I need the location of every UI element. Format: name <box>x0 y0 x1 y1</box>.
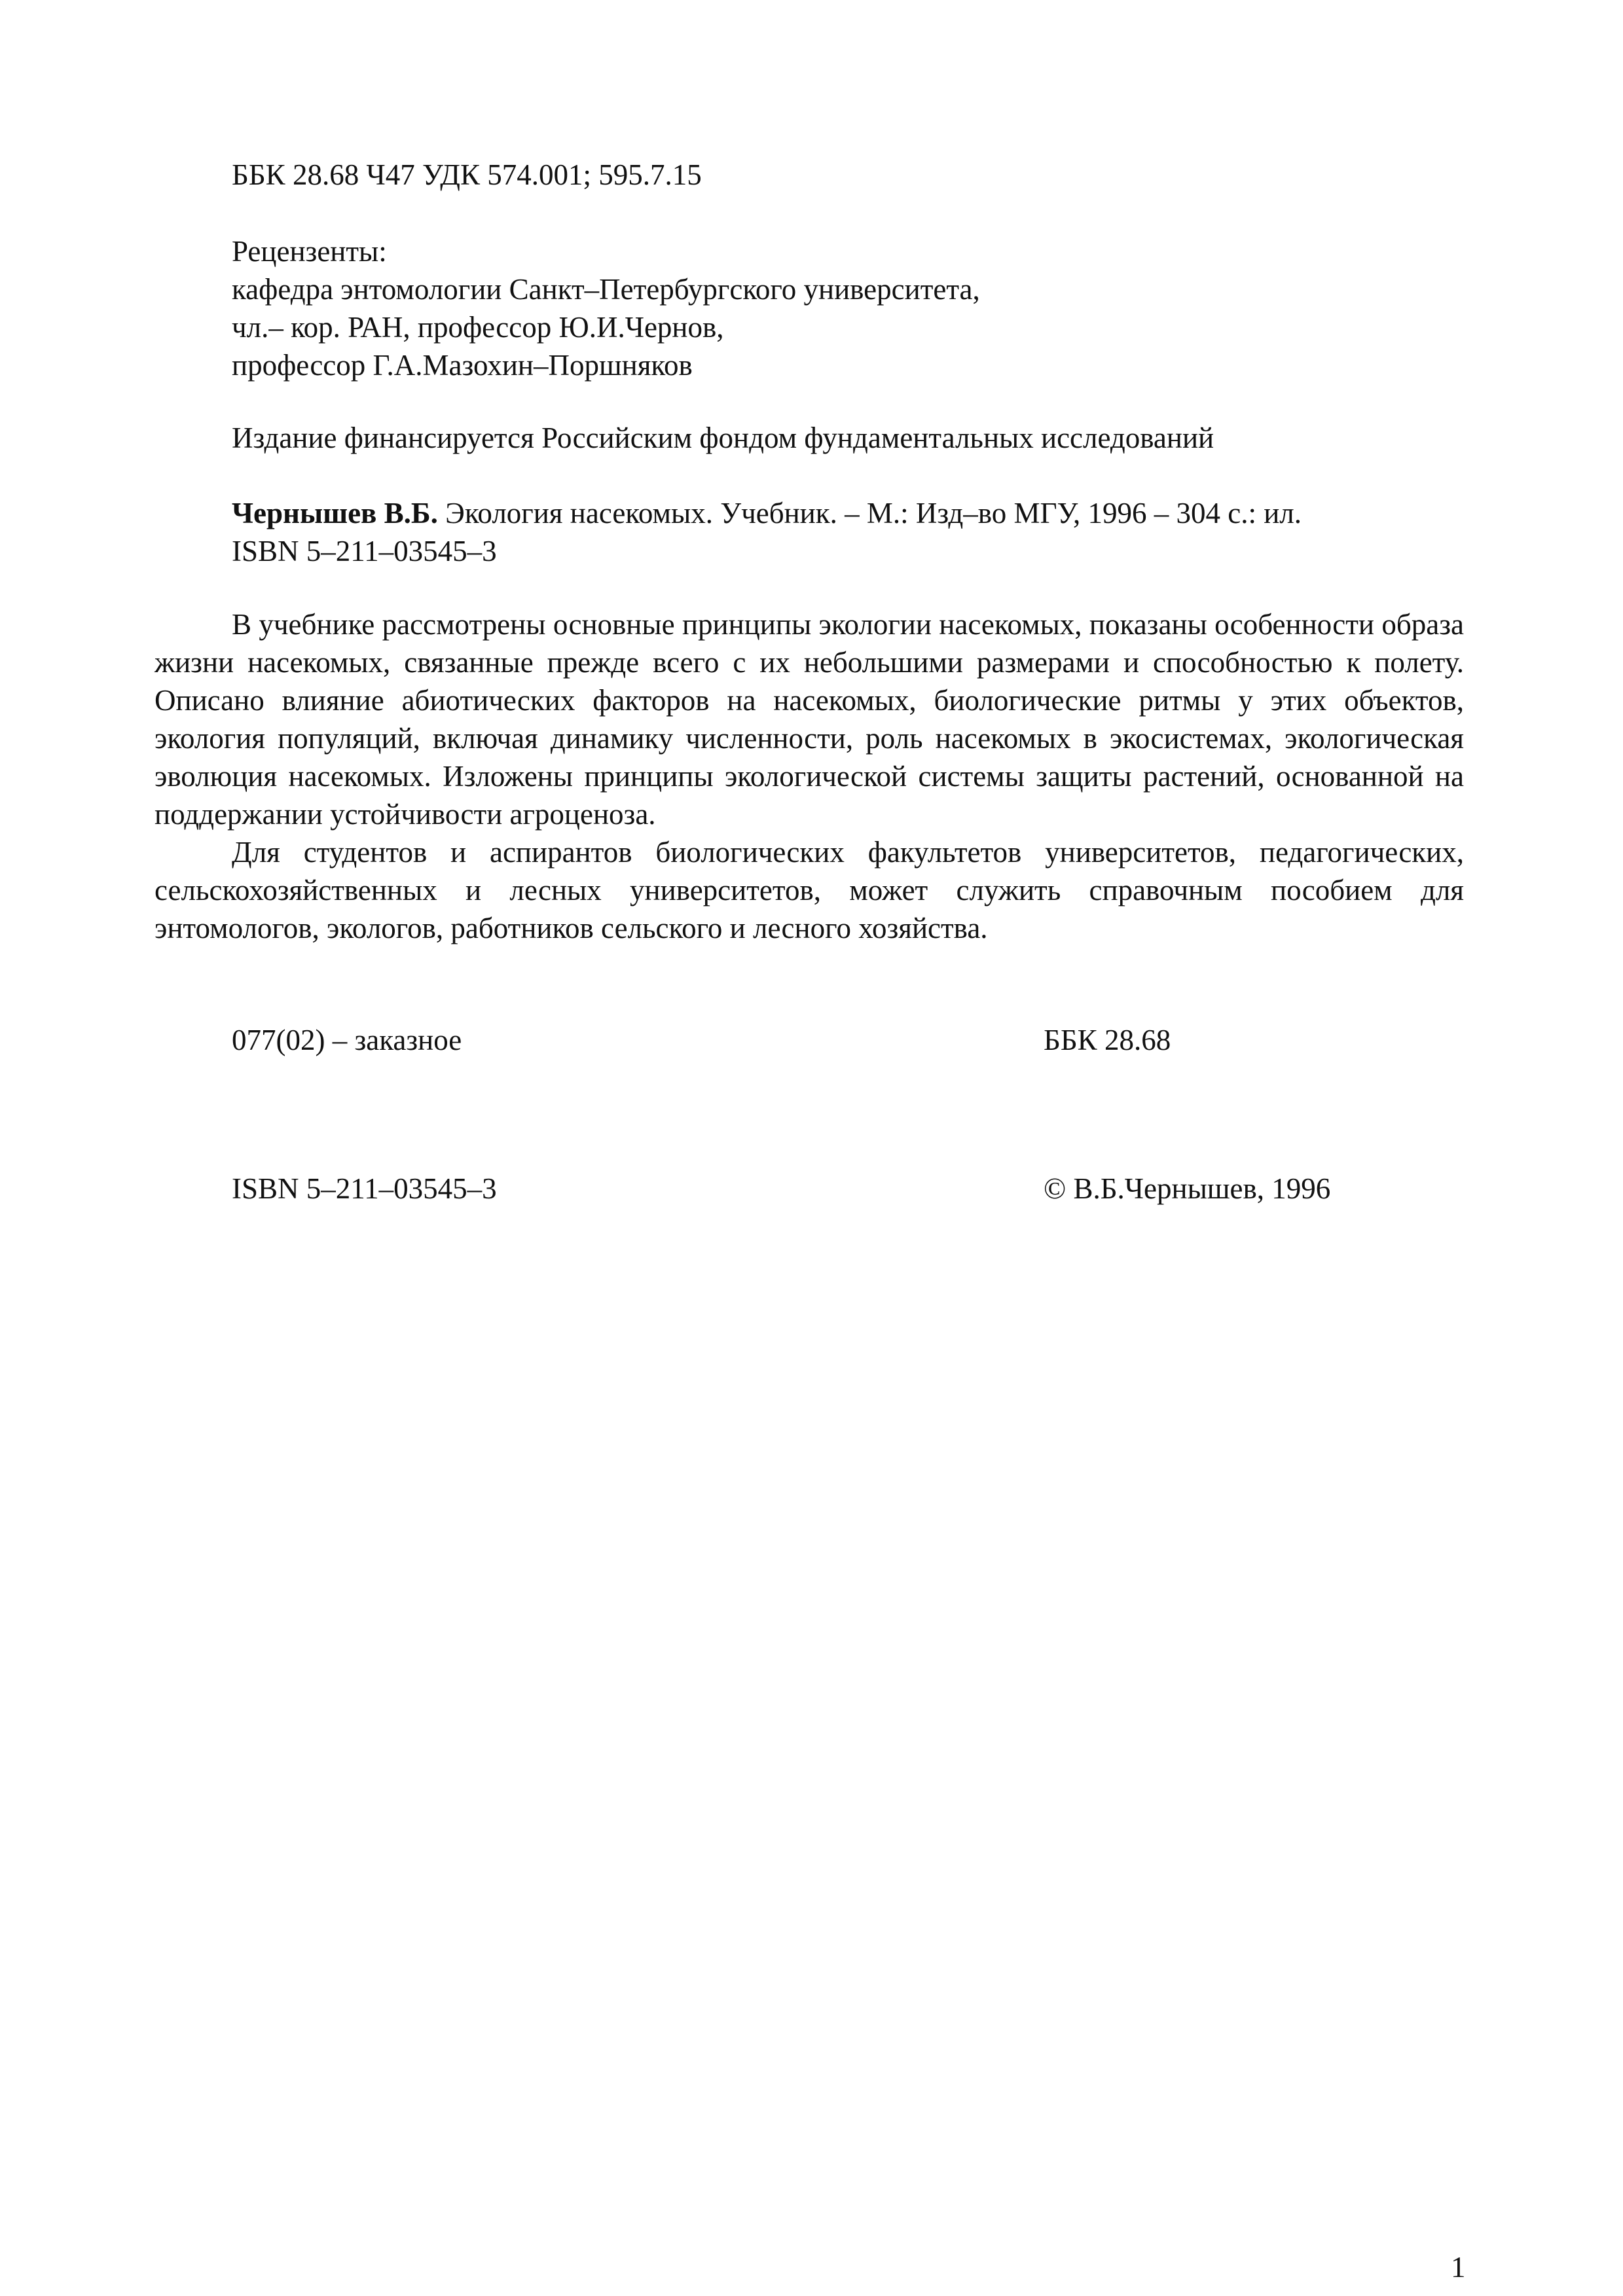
abstract-paragraph: В учебнике рассмотрены основные принципы экологии насекомых, показаны особенности образа жизни насекомых, связанные прежде всего с их небольшими размерами и способностью к полету. Описано влияние абиотических факторов на насекомых, биологические ритмы у этих объектов, экология популяций, включая динамику численности, роль насекомых в экосистемах, экологическая эволюция насекомых. Изложены принципы экологической системы защиты растений, основанной на поддержании устойчивости агроценоза. <box>155 608 1464 831</box>
order-code: 077(02) – заказное <box>232 1024 462 1056</box>
funding-note <box>232 419 1476 457</box>
footer-isbn: ISBN 5–211–03545–3 <box>232 1172 497 1205</box>
order-row <box>232 1021 1476 1059</box>
citation-description: Экология насекомых. Учебник. – М.: Изд–во МГУ, 1996 – 304 с.: ил. <box>437 497 1302 529</box>
abstract <box>155 605 1464 947</box>
citation-isbn: ISBN 5–211–03545–3 <box>232 535 497 567</box>
funding-text: Издание финансируется Российским фондом фундаментальных исследований <box>232 422 1214 454</box>
bibliographic-citation <box>232 494 1476 570</box>
order-bbk: ББК 28.68 <box>1044 1024 1171 1056</box>
reviewer-line: чл.– кор. РАН, профессор Ю.И.Чернов, <box>232 311 724 344</box>
reviewer-line: кафедра энтомологии Санкт–Петербургского университета, <box>232 273 980 306</box>
isbn-copyright-row <box>232 1170 1476 1208</box>
copyright: © В.Б.Чернышев, 1996 <box>1044 1172 1331 1205</box>
bbk-udk-header <box>232 156 1476 194</box>
abstract-paragraph: Для студентов и аспирантов биологических факультетов университетов, педагогических, сельскохозяйственных и лесных университетов, может служить справочным пособием для энтомологов, экологов, работников сельского и лесного хозяйства. <box>155 836 1464 944</box>
page-number: 1 <box>1451 2251 1466 2284</box>
bbk-udk-line: ББК 28.68 Ч47 УДК 574.001; 595.7.15 <box>232 158 702 191</box>
reviewers-label: Рецензенты: <box>232 235 387 268</box>
reviewer-line: профессор Г.А.Мазохин–Поршняков <box>232 349 693 382</box>
reviewers-section <box>232 232 1476 384</box>
citation-line <box>232 494 1476 532</box>
citation-author: Чернышев В.Б. <box>232 497 438 529</box>
